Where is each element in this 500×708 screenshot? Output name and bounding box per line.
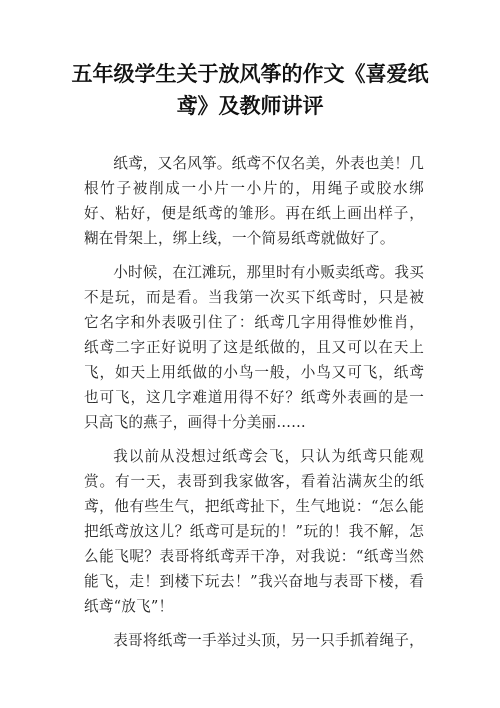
document-title: 五年级学生关于放风筝的作文《喜爱纸鸢》及教师讲评 (71, 62, 429, 118)
paragraph-2: 小时候，在江滩玩，那里时有小贩卖纸鸢。我买不是玩，而是看。当我第一次买下纸鸢时，只是被它名字和外表吸引住了：纸鸢几字用得惟妙惟肖，纸鸢二字正好说明了这是纸做的，且又可以在天上飞，如天上用纸做的小鸟一般，小鸟又可飞，纸鸢也可飞，这几字难道用得不好？纸鸢外表画的是一只高飞的燕子，画得十分美丽…… (84, 264, 424, 431)
paragraph-3: 我以前从没想过纸鸢会飞，只认为纸鸢只能观赏。有一天，表哥到我家做客，看着沾满灰尘的纸鸢，他有些生气，把纸鸢扯下，生气地说：“怎么能把纸鸢放这儿？纸鸢可是玩的！”玩的！我不解，怎么能飞呢？表哥将纸鸢弄干净，对我说：“纸鸢当然能飞，走！到楼下玩去！”我兴奋地与表哥下楼，看纸鸢“放飞”！ (84, 448, 424, 615)
document-body (84, 151, 424, 662)
paragraph-1: 纸鸢，又名风筝。纸鸢不仅名美，外表也美！几根竹子被削成一小片一小片的，用绳子或胶水绑好、粘好，便是纸鸢的雏形。再在纸上画出样子，糊在骨架上，绑上线，一个简易纸鸢就做好了。 (84, 155, 424, 247)
paragraph-4: 表哥将纸鸢一手举过头顶，另一只手抓着绳子， (113, 632, 424, 649)
